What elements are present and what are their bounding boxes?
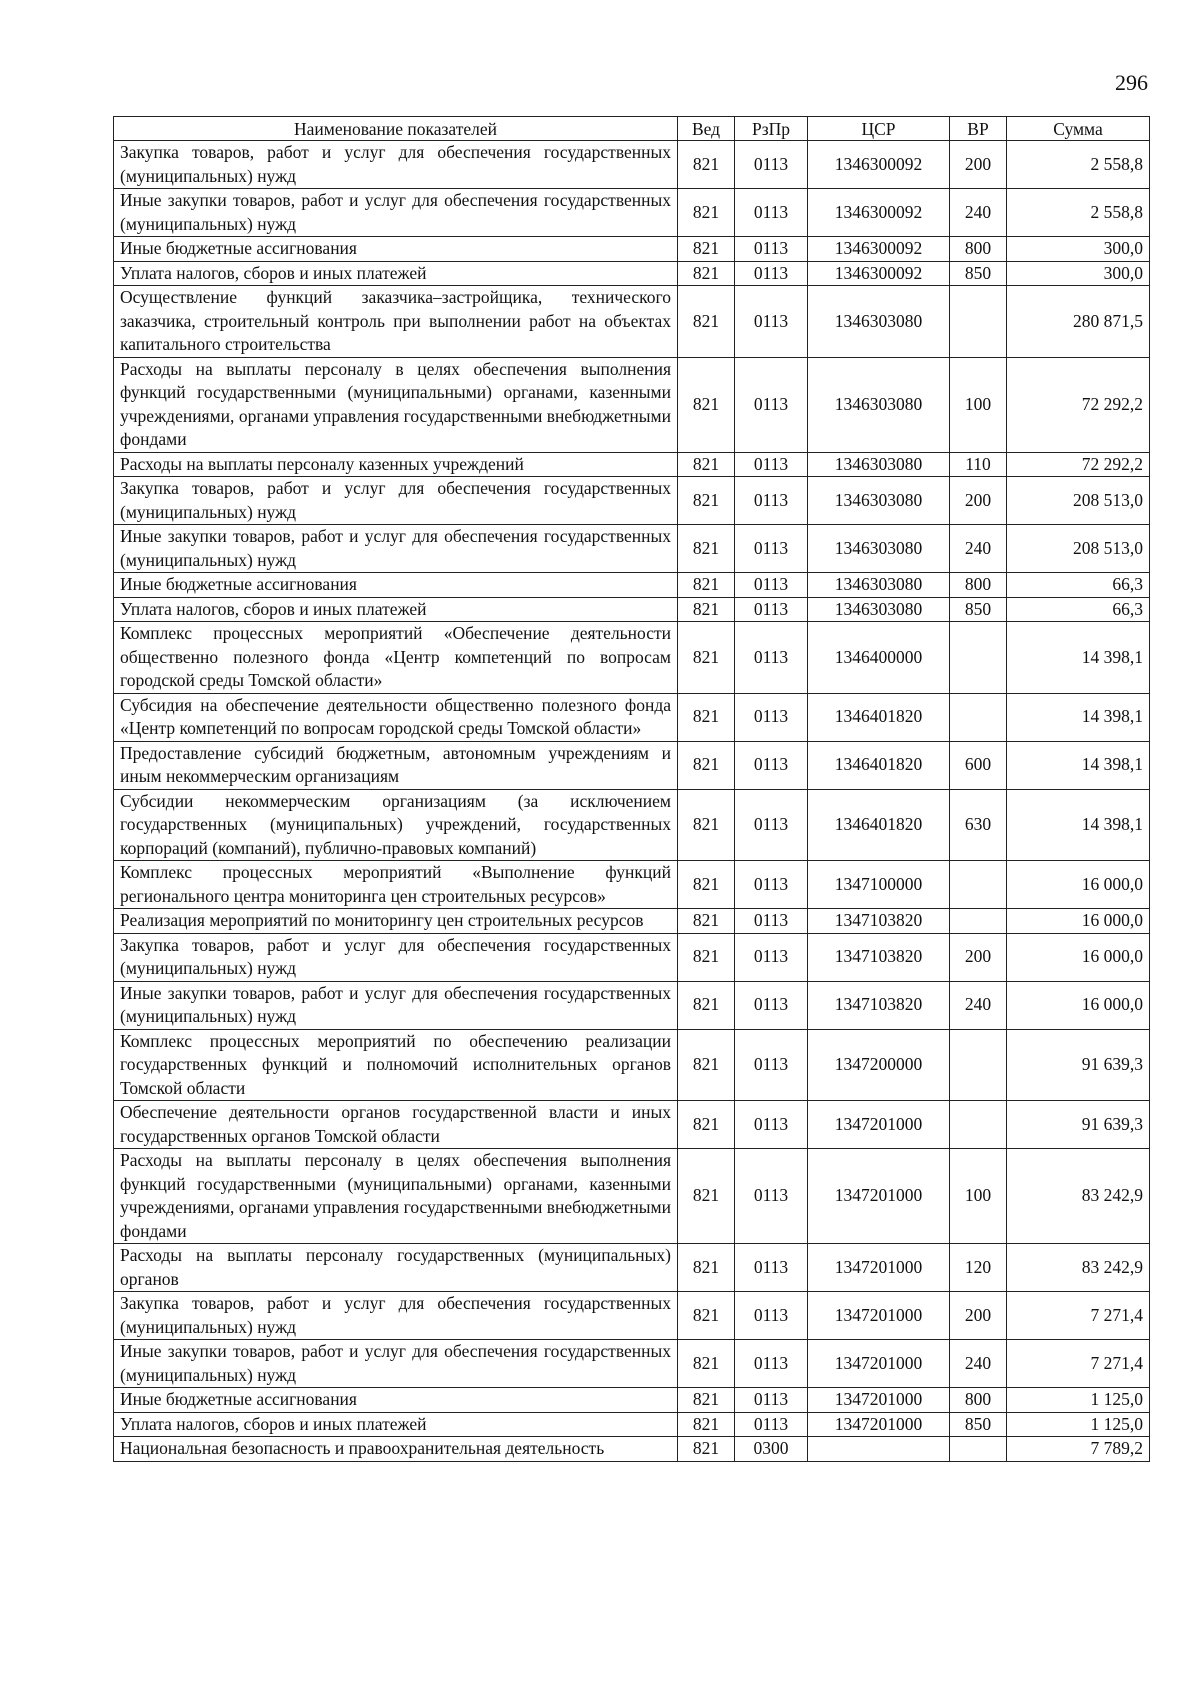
cell-rzpr: 0300 <box>735 1437 808 1462</box>
cell-vr <box>950 1437 1007 1462</box>
table-row <box>114 1292 1150 1340</box>
cell-csr: 1346400000 <box>808 622 950 694</box>
cell-name: Комплекс процессных мероприятий «Выполнение функций регионального центра мониторинга цен строительных ресурсов» <box>114 861 678 909</box>
cell-sum: 72 292,2 <box>1007 452 1150 477</box>
cell-rzpr: 0113 <box>735 597 808 622</box>
cell-vr: 240 <box>950 189 1007 237</box>
cell-vr: 630 <box>950 789 1007 861</box>
cell-csr: 1346401820 <box>808 693 950 741</box>
cell-sum: 2 558,8 <box>1007 189 1150 237</box>
table-row <box>114 477 1150 525</box>
cell-vr <box>950 1029 1007 1101</box>
cell-rzpr: 0113 <box>735 261 808 286</box>
cell-csr: 1347201000 <box>808 1388 950 1413</box>
table-row <box>114 981 1150 1029</box>
cell-rzpr: 0113 <box>735 525 808 573</box>
cell-csr: 1346401820 <box>808 789 950 861</box>
cell-ved: 821 <box>678 452 735 477</box>
cell-rzpr: 0113 <box>735 741 808 789</box>
cell-ved: 821 <box>678 597 735 622</box>
cell-vr: 600 <box>950 741 1007 789</box>
table-row <box>114 141 1150 189</box>
cell-sum: 1 125,0 <box>1007 1388 1150 1413</box>
cell-ved: 821 <box>678 789 735 861</box>
table-row <box>114 861 1150 909</box>
cell-vr: 240 <box>950 1340 1007 1388</box>
cell-vr <box>950 861 1007 909</box>
cell-sum: 208 513,0 <box>1007 525 1150 573</box>
table-row <box>114 237 1150 262</box>
header-csr: ЦСР <box>808 117 950 141</box>
table-row <box>114 1412 1150 1437</box>
table-row <box>114 357 1150 452</box>
cell-vr <box>950 286 1007 358</box>
cell-rzpr: 0113 <box>735 141 808 189</box>
cell-rzpr: 0113 <box>735 789 808 861</box>
cell-csr: 1347201000 <box>808 1292 950 1340</box>
cell-ved: 821 <box>678 861 735 909</box>
header-ved: Вед <box>678 117 735 141</box>
cell-rzpr: 0113 <box>735 1292 808 1340</box>
cell-csr: 1346303080 <box>808 357 950 452</box>
cell-ved: 821 <box>678 909 735 934</box>
cell-csr: 1346300092 <box>808 237 950 262</box>
cell-rzpr: 0113 <box>735 1029 808 1101</box>
cell-csr: 1347201000 <box>808 1149 950 1244</box>
cell-ved: 821 <box>678 357 735 452</box>
cell-name: Реализация мероприятий по мониторингу цен строительных ресурсов <box>114 909 678 934</box>
cell-sum: 1 125,0 <box>1007 1412 1150 1437</box>
cell-sum: 91 639,3 <box>1007 1029 1150 1101</box>
header-sum: Сумма <box>1007 117 1150 141</box>
cell-rzpr: 0113 <box>735 693 808 741</box>
table-row <box>114 597 1150 622</box>
table-row <box>114 1437 1150 1462</box>
cell-csr: 1346303080 <box>808 452 950 477</box>
table-row <box>114 573 1150 598</box>
cell-rzpr: 0113 <box>735 1412 808 1437</box>
cell-ved: 821 <box>678 1101 735 1149</box>
cell-name: Субсидия на обеспечение деятельности общественно полезного фонда «Центр компетенций по вопросам городской среды Томской области» <box>114 693 678 741</box>
cell-rzpr: 0113 <box>735 189 808 237</box>
cell-rzpr: 0113 <box>735 861 808 909</box>
cell-vr: 200 <box>950 933 1007 981</box>
cell-vr: 110 <box>950 452 1007 477</box>
cell-name: Уплата налогов, сборов и иных платежей <box>114 261 678 286</box>
cell-rzpr: 0113 <box>735 909 808 934</box>
cell-name: Иные бюджетные ассигнования <box>114 1388 678 1413</box>
cell-rzpr: 0113 <box>735 477 808 525</box>
cell-sum: 16 000,0 <box>1007 909 1150 934</box>
cell-rzpr: 0113 <box>735 1149 808 1244</box>
table-row <box>114 622 1150 694</box>
cell-ved: 821 <box>678 1388 735 1413</box>
table-row <box>114 933 1150 981</box>
cell-name: Закупка товаров, работ и услуг для обеспечения государственных (муниципальных) нужд <box>114 1292 678 1340</box>
cell-vr <box>950 909 1007 934</box>
cell-name: Комплекс процессных мероприятий по обеспечению реализации государственных функций и полномочий исполнительных органов Томской области <box>114 1029 678 1101</box>
table-row <box>114 286 1150 358</box>
cell-sum: 83 242,9 <box>1007 1149 1150 1244</box>
cell-vr <box>950 622 1007 694</box>
cell-name: Иные закупки товаров, работ и услуг для обеспечения государственных (муниципальных) нужд <box>114 189 678 237</box>
cell-sum: 14 398,1 <box>1007 789 1150 861</box>
cell-ved: 821 <box>678 933 735 981</box>
cell-vr: 240 <box>950 981 1007 1029</box>
cell-sum: 66,3 <box>1007 573 1150 598</box>
cell-sum: 7 271,4 <box>1007 1340 1150 1388</box>
cell-ved: 821 <box>678 1244 735 1292</box>
table-header-row <box>114 117 1150 141</box>
table-row <box>114 1101 1150 1149</box>
cell-csr: 1346303080 <box>808 286 950 358</box>
cell-csr: 1346401820 <box>808 741 950 789</box>
cell-sum: 66,3 <box>1007 597 1150 622</box>
cell-csr: 1346300092 <box>808 189 950 237</box>
cell-name: Иные бюджетные ассигнования <box>114 237 678 262</box>
cell-name: Осуществление функций заказчика–застройщика, технического заказчика, строительный контроль при выполнении работ на объектах капитального строительства <box>114 286 678 358</box>
cell-rzpr: 0113 <box>735 573 808 598</box>
cell-csr: 1346300092 <box>808 261 950 286</box>
cell-vr: 800 <box>950 237 1007 262</box>
header-name: Наименование показателей <box>114 117 678 141</box>
cell-ved: 821 <box>678 1149 735 1244</box>
cell-sum: 16 000,0 <box>1007 981 1150 1029</box>
cell-rzpr: 0113 <box>735 1388 808 1413</box>
cell-vr <box>950 1101 1007 1149</box>
cell-ved: 821 <box>678 981 735 1029</box>
cell-name: Расходы на выплаты персоналу казенных учреждений <box>114 452 678 477</box>
cell-ved: 821 <box>678 477 735 525</box>
cell-vr: 200 <box>950 1292 1007 1340</box>
cell-csr: 1347201000 <box>808 1340 950 1388</box>
cell-sum: 208 513,0 <box>1007 477 1150 525</box>
cell-rzpr: 0113 <box>735 237 808 262</box>
table-row <box>114 1340 1150 1388</box>
cell-vr: 240 <box>950 525 1007 573</box>
cell-csr: 1347201000 <box>808 1244 950 1292</box>
table-row <box>114 1244 1150 1292</box>
cell-csr: 1347103820 <box>808 933 950 981</box>
cell-sum: 300,0 <box>1007 261 1150 286</box>
table-row <box>114 909 1150 934</box>
cell-rzpr: 0113 <box>735 1244 808 1292</box>
cell-ved: 821 <box>678 237 735 262</box>
cell-sum: 7 271,4 <box>1007 1292 1150 1340</box>
table-body <box>114 141 1150 1462</box>
cell-ved: 821 <box>678 622 735 694</box>
cell-name: Предоставление субсидий бюджетным, автономным учреждениям и иным некоммерческим организациям <box>114 741 678 789</box>
cell-sum: 2 558,8 <box>1007 141 1150 189</box>
cell-csr: 1347100000 <box>808 861 950 909</box>
cell-sum: 280 871,5 <box>1007 286 1150 358</box>
cell-sum: 91 639,3 <box>1007 1101 1150 1149</box>
cell-csr: 1347201000 <box>808 1101 950 1149</box>
cell-ved: 821 <box>678 693 735 741</box>
cell-vr: 200 <box>950 477 1007 525</box>
cell-ved: 821 <box>678 141 735 189</box>
cell-name: Расходы на выплаты персоналу в целях обеспечения выполнения функций государственными (муниципальными) органами, казенными учреждениями, органами управления государственными внебюджетными фондами <box>114 1149 678 1244</box>
cell-sum: 7 789,2 <box>1007 1437 1150 1462</box>
cell-vr: 800 <box>950 1388 1007 1413</box>
table-row <box>114 261 1150 286</box>
cell-name: Иные бюджетные ассигнования <box>114 573 678 598</box>
cell-sum: 16 000,0 <box>1007 933 1150 981</box>
cell-vr: 850 <box>950 261 1007 286</box>
cell-vr: 200 <box>950 141 1007 189</box>
header-vr: ВР <box>950 117 1007 141</box>
cell-csr: 1346303080 <box>808 597 950 622</box>
table-row <box>114 525 1150 573</box>
cell-csr: 1346300092 <box>808 141 950 189</box>
cell-vr: 850 <box>950 1412 1007 1437</box>
cell-vr: 120 <box>950 1244 1007 1292</box>
cell-name: Уплата налогов, сборов и иных платежей <box>114 1412 678 1437</box>
cell-csr: 1346303080 <box>808 573 950 598</box>
cell-ved: 821 <box>678 573 735 598</box>
cell-ved: 821 <box>678 1340 735 1388</box>
cell-ved: 821 <box>678 1437 735 1462</box>
cell-name: Субсидии некоммерческим организациям (за исключением государственных (муниципальных) учреждений, государственных корпораций (компаний), публично-правовых компаний) <box>114 789 678 861</box>
cell-ved: 821 <box>678 525 735 573</box>
cell-sum: 300,0 <box>1007 237 1150 262</box>
cell-rzpr: 0113 <box>735 622 808 694</box>
cell-ved: 821 <box>678 741 735 789</box>
cell-rzpr: 0113 <box>735 286 808 358</box>
cell-vr <box>950 693 1007 741</box>
cell-rzpr: 0113 <box>735 1340 808 1388</box>
cell-ved: 821 <box>678 1292 735 1340</box>
cell-vr: 100 <box>950 357 1007 452</box>
cell-sum: 14 398,1 <box>1007 741 1150 789</box>
cell-name: Уплата налогов, сборов и иных платежей <box>114 597 678 622</box>
cell-rzpr: 0113 <box>735 452 808 477</box>
cell-sum: 83 242,9 <box>1007 1244 1150 1292</box>
cell-name: Обеспечение деятельности органов государственной власти и иных государственных органов Томской области <box>114 1101 678 1149</box>
cell-csr: 1347103820 <box>808 981 950 1029</box>
table-row <box>114 789 1150 861</box>
table-row <box>114 1388 1150 1413</box>
cell-name: Закупка товаров, работ и услуг для обеспечения государственных (муниципальных) нужд <box>114 141 678 189</box>
cell-name: Иные закупки товаров, работ и услуг для обеспечения государственных (муниципальных) нужд <box>114 1340 678 1388</box>
budget-table <box>113 116 1150 1462</box>
cell-csr: 1347200000 <box>808 1029 950 1101</box>
cell-name: Национальная безопасность и правоохранительная деятельность <box>114 1437 678 1462</box>
cell-vr: 100 <box>950 1149 1007 1244</box>
table-row <box>114 741 1150 789</box>
table-row <box>114 189 1150 237</box>
cell-vr: 850 <box>950 597 1007 622</box>
cell-name: Иные закупки товаров, работ и услуг для обеспечения государственных (муниципальных) нужд <box>114 981 678 1029</box>
cell-sum: 16 000,0 <box>1007 861 1150 909</box>
cell-vr: 800 <box>950 573 1007 598</box>
cell-csr: 1347103820 <box>808 909 950 934</box>
cell-ved: 821 <box>678 1412 735 1437</box>
cell-name: Иные закупки товаров, работ и услуг для обеспечения государственных (муниципальных) нужд <box>114 525 678 573</box>
page-number: 296 <box>1115 70 1148 95</box>
cell-sum: 14 398,1 <box>1007 622 1150 694</box>
cell-name: Комплекс процессных мероприятий «Обеспечение деятельности общественно полезного фонда «Центр компетенций по вопросам городской среды Томской области» <box>114 622 678 694</box>
cell-ved: 821 <box>678 286 735 358</box>
cell-ved: 821 <box>678 1029 735 1101</box>
cell-rzpr: 0113 <box>735 1101 808 1149</box>
header-rzpr: РзПр <box>735 117 808 141</box>
cell-rzpr: 0113 <box>735 357 808 452</box>
table-row <box>114 452 1150 477</box>
cell-rzpr: 0113 <box>735 981 808 1029</box>
cell-name: Расходы на выплаты персоналу в целях обеспечения выполнения функций государственными (муниципальными) органами, казенными учреждениями, органами управления государственными внебюджетными фондами <box>114 357 678 452</box>
cell-sum: 72 292,2 <box>1007 357 1150 452</box>
cell-rzpr: 0113 <box>735 933 808 981</box>
table-row <box>114 1149 1150 1244</box>
table-row <box>114 1029 1150 1101</box>
cell-ved: 821 <box>678 261 735 286</box>
cell-name: Расходы на выплаты персоналу государственных (муниципальных) органов <box>114 1244 678 1292</box>
cell-name: Закупка товаров, работ и услуг для обеспечения государственных (муниципальных) нужд <box>114 477 678 525</box>
cell-sum: 14 398,1 <box>1007 693 1150 741</box>
cell-csr: 1347201000 <box>808 1412 950 1437</box>
cell-csr: 1346303080 <box>808 477 950 525</box>
cell-name: Закупка товаров, работ и услуг для обеспечения государственных (муниципальных) нужд <box>114 933 678 981</box>
table-row <box>114 693 1150 741</box>
cell-ved: 821 <box>678 189 735 237</box>
cell-csr <box>808 1437 950 1462</box>
cell-csr: 1346303080 <box>808 525 950 573</box>
